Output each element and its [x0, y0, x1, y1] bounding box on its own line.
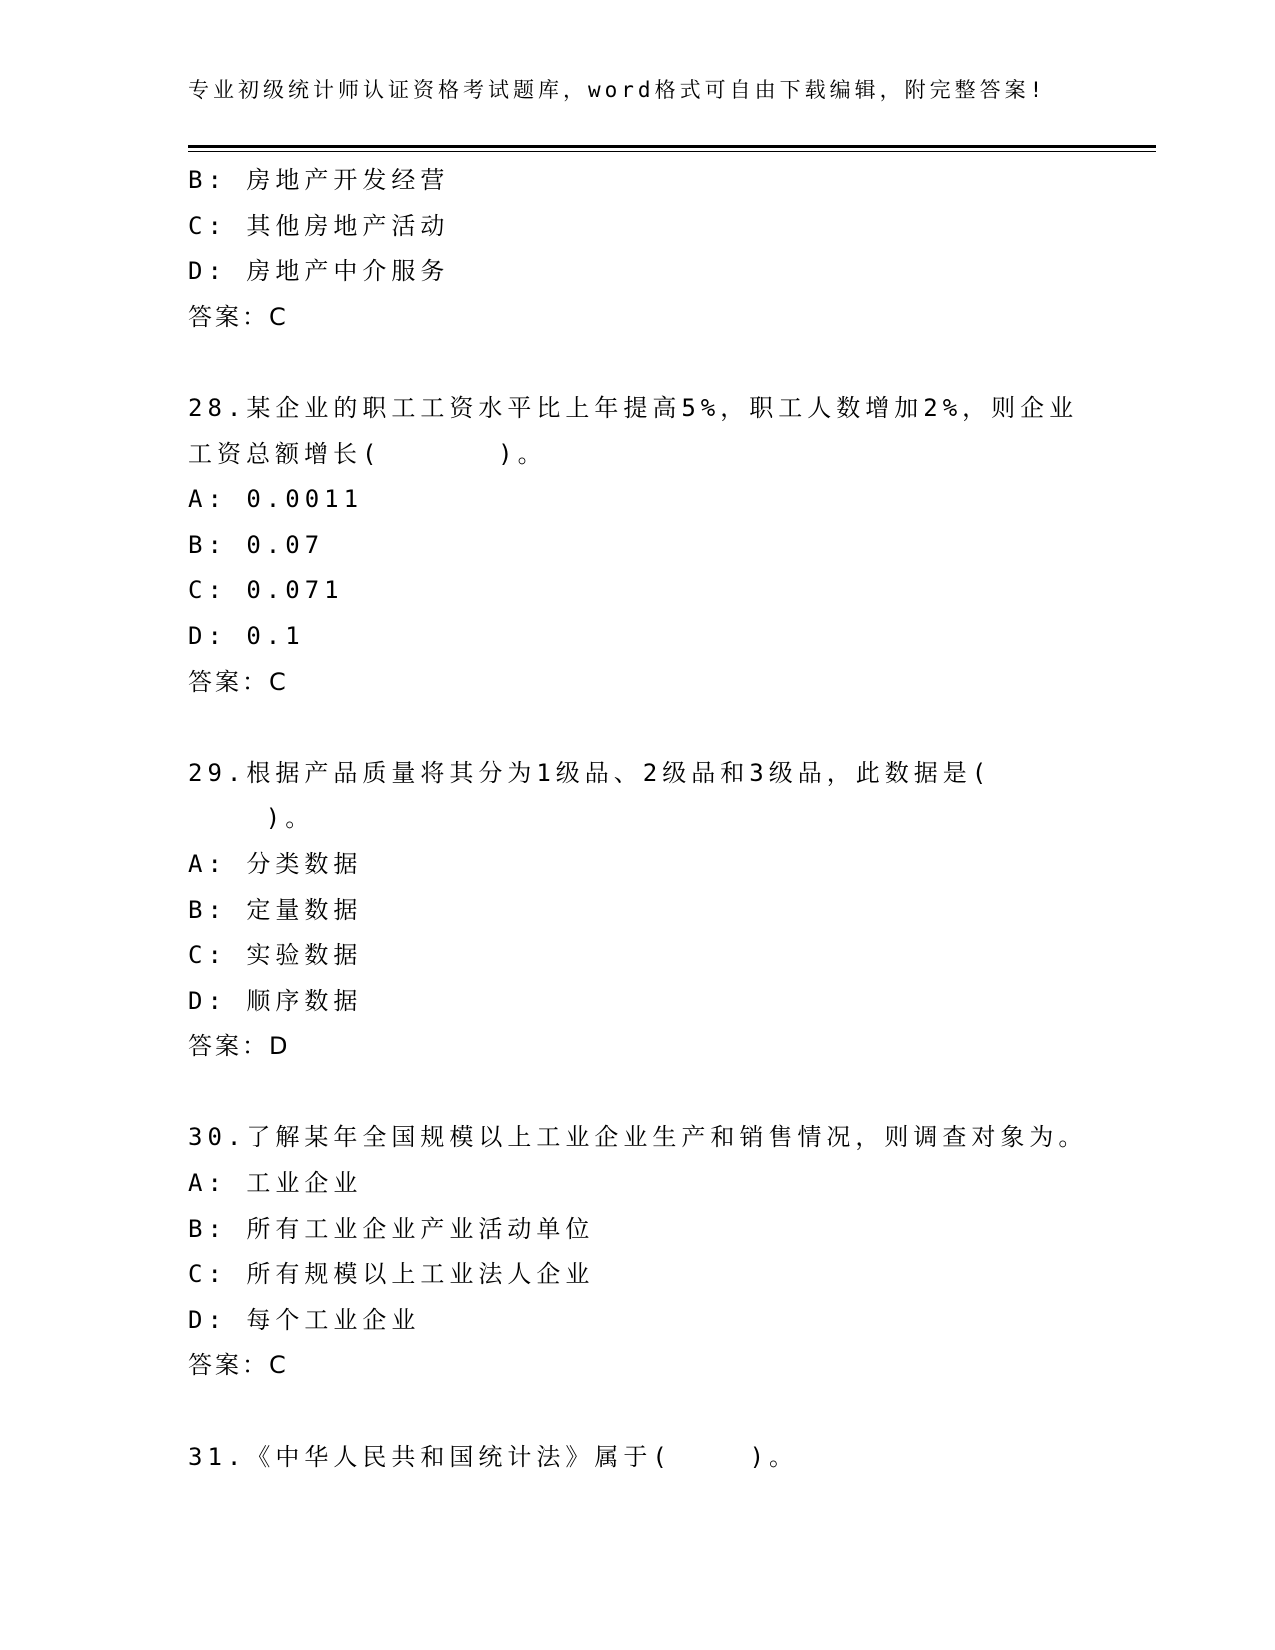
question-28-option-d: D: 0.1: [188, 621, 305, 650]
spacer: [188, 1389, 1088, 1435]
spacer: [188, 1070, 1088, 1116]
question-30-answer: 答案：C: [188, 1351, 289, 1380]
option-c: C: 其他房地产活动: [188, 211, 450, 240]
question-29-option-d: D: 顺序数据: [188, 986, 363, 1015]
option-b: B: 房地产开发经营: [188, 166, 450, 194]
spacer: [188, 705, 1088, 751]
question-30-option-a: A: 工业企业: [188, 1169, 363, 1198]
question-28-stem-line-1: 28.某企业的职工工资水平比上年提高5%，职工人数增加2%，则企业: [188, 393, 1079, 422]
spacer: [188, 340, 1088, 386]
question-29-answer: 答案：D: [188, 1032, 291, 1061]
question-30-option-d: D: 每个工业企业: [188, 1305, 421, 1334]
question-29-option-b: B: 定量数据: [188, 895, 363, 924]
header-rule-thin: [188, 151, 1156, 152]
question-31-stem-line-1: 31.《中华人民共和国统计法》属于( )。: [188, 1442, 799, 1471]
option-d: D: 房地产中介服务: [188, 257, 450, 286]
question-29-option-a: A: 分类数据: [188, 849, 363, 878]
question-29-stem-line-1: 29.根据产品质量将其分为1级品、2级品和3级品，此数据是(: [188, 758, 992, 787]
page-header: 专业初级统计师认证资格考试题库，word格式可自由下载编辑，附完整答案!: [188, 78, 1047, 102]
question-28-option-a: A: 0.0011: [188, 485, 364, 514]
question-30-option-c: C: 所有规模以上工业法人企业: [188, 1260, 595, 1289]
question-28-stem-line-2: 工资总额增长( )。: [188, 439, 547, 468]
header-rule-thick: [188, 145, 1156, 148]
answer-line: 答案：C: [188, 302, 289, 331]
question-30-stem-line-1: 30.了解某年全国规模以上工业企业生产和销售情况，则调查对象为。: [188, 1123, 1088, 1152]
question-content: [188, 158, 1088, 1480]
question-30-option-b: B: 所有工业企业产业活动单位: [188, 1214, 595, 1243]
question-28-option-c: C: 0.071: [188, 576, 344, 605]
question-28-option-b: B: 0.07: [188, 530, 325, 559]
question-29-option-c: C: 实验数据: [188, 941, 363, 970]
question-29-stem-line-2: )。: [188, 804, 315, 833]
question-28-answer: 答案：C: [188, 667, 289, 696]
